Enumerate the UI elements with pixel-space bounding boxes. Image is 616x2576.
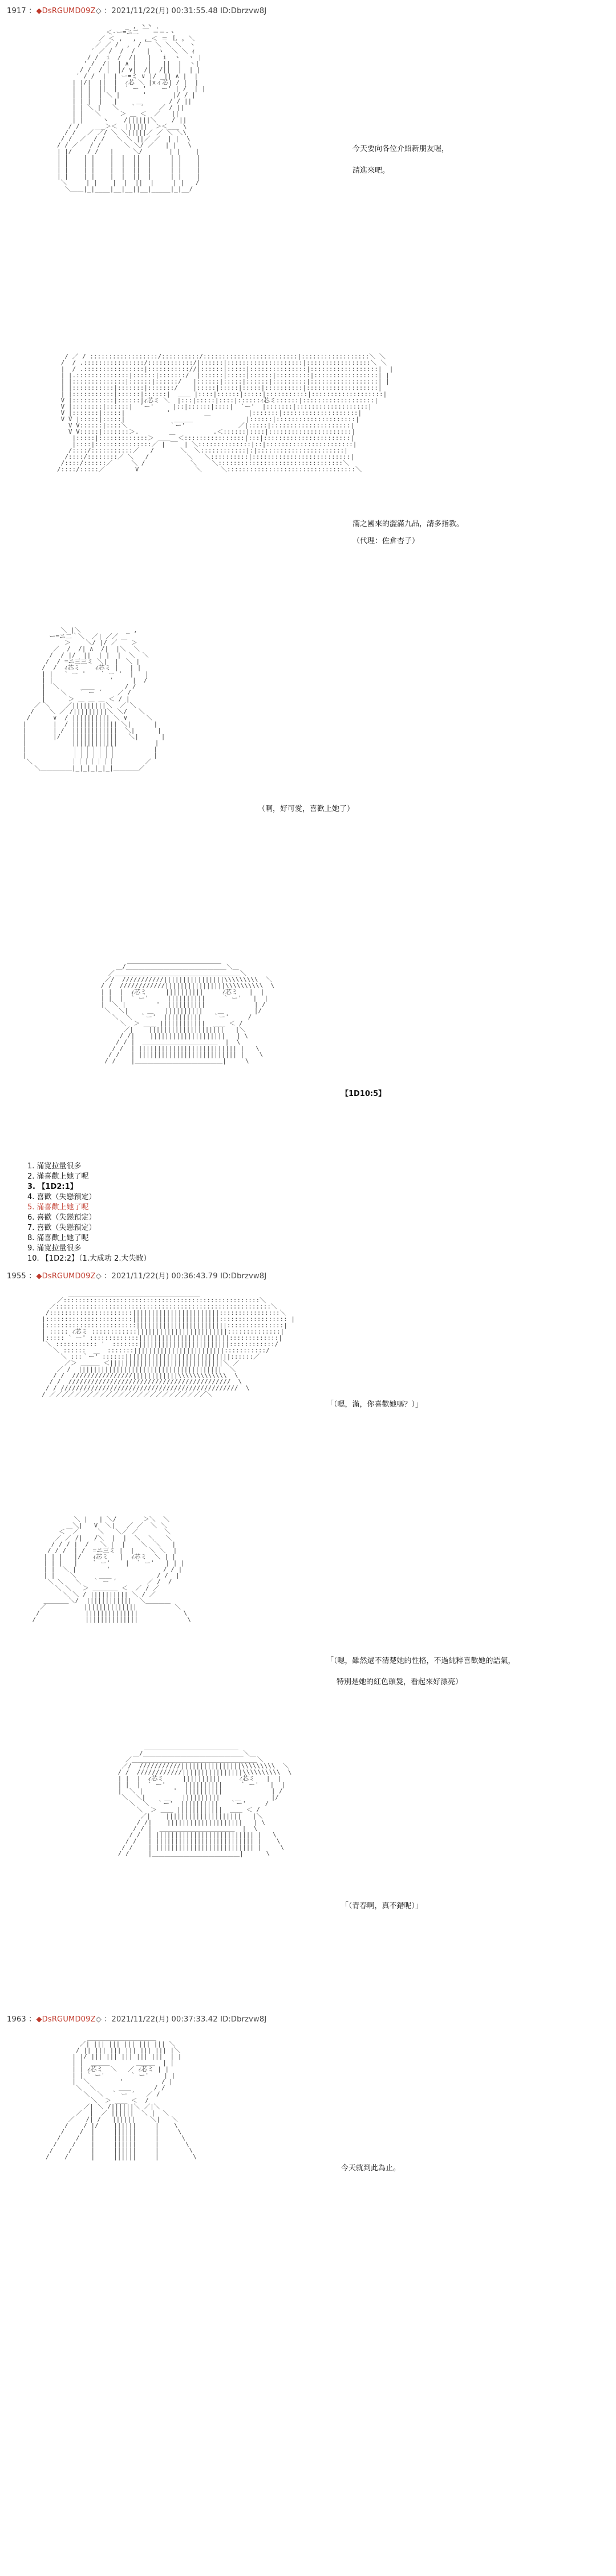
choice-item: 8. 滿喜歡上她了呢	[27, 1234, 89, 1242]
ascii-art-teacher: _ , 丶丶 ､ ＜‐ー=ニ二 ￣ ＝＝-ヽ ／ ＜ , , , ＜ ＝ Ｌ ｡ ＼ ／ ／ / , / ￣ ＼ ＼ ＼ ヽ ′ ／ / / / | ヽ ＼ ＼ ｨ / / i / /| | i ヽ ヽ | ' / /| | ∧ | | || | ヽ| / / / | |/ ∨| /| /|| | | | ′ / / | | ー=ミ ∨ |/ _|| ∧ | | | |/| || | ｨ芯 ＼ |xィ芯| / | | | | | || | ` ー ' ー' | / | | | | | | ＼ | ' |/ / | | | | | | ＿ / / || | | ＼ | ＼ ｀ ´ ／ / || | | ＼ ＞ ＿ ＜ ／ || | | ヽ /||||||＼ / || / / ＿_＞＜ |||||| ＞＜___ \ / / ／ ／/ ＼ ＼|||||／ ／ ＼ ＼\ / / ／ / / ＼ ＼ ||／ ／ | | \ / / ／ / / ＼ ＼/ ／ | | \ | |/ / / | ＼/ | | | | | | | | | || | | | | | | | | | | || | | | | | | | | | | || | | | | | | | | | | || | | | | ＼ | | | | || | | | / ＼＿＿|_|____|__|__||__|_____|_|__/	[57, 22, 206, 193]
choice-item: 4. 喜歡（失戀預定）	[27, 1193, 96, 1201]
post-date: 2021/11/22(月) 00:36:43.79 ID:Dbrzvw8J	[111, 1272, 267, 1281]
post-header-1: 1917 ：◆DsRGUMD09Z◇ ：2021/11/22(月) 00:31:55.48 ID:Dbrzvw8J	[7, 7, 267, 15]
ascii-art-girl-side: ＿＿＿＿＿＿＿＿＿＿＿＿＿＿＿＿＿＿＿＿＿ ／::::::::::::::::::::::::::::::::::::::::::::::::::::＼ ／:::::::::::::::::::::::::::::::::::::::::::::::::::::::::＼ /::::::::::::::::::::::|||||||||||||||||||||||::::::::::::::::＼ |:::::::::::::::::::::::|||||||||||||||||||||||:::::::::::::::::: | |::::::::::::::::::::::::||||||||||||||||||||||||:::::::::::::::| | ::::: ｨ芯ミ ::::::::::::||||||||||||||||||||||||::::::::::::::| |::::: ` ー' :::::::::::::||||||||||||||||||||||||:::::::::::::| ＼ ::::::::::: ' :::::::||||||||||||||||||||||||::::::::::::/ ＼ :::::: ＿ :::::::||||||||||||||||||||||||:::::::::::/ ＼ :::｀ー' ::::::||||||||||||||||||||||||||||::::::／ ／＞ ＿＿＿ ＜||||||||||||||||||||||||||||||＼ ／ ／ / |||||||||||||||||||||||||||||||||||||| ＼ / / ////////////////||||||||||||\\\\\\\\\\\\\ \ / / /////////////////////////////////////////// \ / / /////////////////////////////////////////////// \ / ／／／／／／／／／／／／／／／／／／／／／／／／／＼	[42, 1290, 295, 1398]
ascii-art-girl-front: / ／ / ::::::::::::::::::/::::::::::/:::::::::::::::::::::::::|::::::::::::::::::＼ ＼ / / .::::::::::::::::/::::::::::::/|::::::|::::::::::::::::::::|:::::::::::::::::＼ ＼ | / .::::::::::::::::|::::::::::://|::::::|:::::|:::::::::::::::|::::::::::::::::::| | | |.::::::::::::::|::::::|:::::::/ |::::::|:::::|::::::|:::::::::|:::::::::::::::::| | | |::::::::::::::|::::::|::::::/ |::::::|:::::|::::::|:::::::::|::::::::::::::::::| | | |:::::::::::|:::::::|:::::::/ |:::::|:::::|:::::|::::::::::|:::::::::::::::::::| | |:::::::::::|::::::|::::::| ＿＿ |::::|::::::|:::::|:::::::::::|:::::::::::::::::::| V |:::::::::::|::::::|ｨ芯ミ ＼ |:::|:::::|::::|::::::ｨ芯ミ::::::|:::::::::::::::::::| V |::::::::|::::::| `ー' |::|::::::|::::| `ー' |:::::::|:::::::::::::::::::| V |:::::::|:::::| ' ＿ |:::::::|::::::::::::::::::::| V V |:::::|:::::| ＿＿＿ |::::::|:::::::::::::::::::::| V V::::::|::::＼ ｀ー' ／|:::::|:::::::::::::::::::::| V V:::::|:::::::＞. ＿ .＜::::::|::::|::::::::::::::::::::::| |:::::|:::::::::::::＞ ＿＿__＜::::::::::::::::|:::|:::::::::::::::::::::::| |::::|:::::::::::::::／ | | ＼::::::::::::::|::|:::::::::::::::::::::::| /::::/:::::::::::／ / ＼ ＼::::::::::::|:|:::::::::::::::::::::::| /::::/::::::::／ ＼ / ＼ ＼::::::::::|::::::::::::::::::::::::::| /::::/::::::／ ＼ / ＼ ＼:::::::::::::::::::::::::::::::::＼ /::::/:::::／ V ＼ ＼::::::::::::::::::::::::::::::::::＼	[57, 353, 394, 473]
speech-line: 「（青春啊，真不錯呢）」	[341, 1902, 423, 1910]
ascii-art-boy: ＼ |＼ _ , ー=ニ二｀＼ ／| ／／ ＞ ＼/ |/ ／ ￣ ＞ ／ / /| ∧ /| |＼ ＼ / / |/ || | | | ＼ ＼ / / =ニ三三ミ ＼| | ＼ | / / ｨ芯ミ ｨ芯ミ | | | | | ` ー ' ` ー ' | | | | ' | / | ＼ ＿＿ / / | ＼ ｀ ー ´ ／ / | ＞ ＿ ＿ ＿ ＜ / | ／ ＼ ／|||||||||＼ ／ ＼ / ＼ ／ /|||||||||＼ ＼/ ＼ / ∨ / |||||||||| ＼ ∨ ＼ | | / |||||||||||| ＼| | | | / |||||||||||| ＼| | | |/ |||||||||||| ＼| | | |||||||||||| | | ｜｜｜｜｜｜｜ | | ｜｜｜｜｜｜｜ | ＼ ｜｜｜｜｜｜｜ ／ ＼＿＿＿＿＿|_|_|_|_|_|＿＿＿＿／	[23, 626, 165, 772]
ascii-art-girl-hat-2: ＿＿＿＿＿＿＿＿＿＿＿＿＿＿＿ ＿/＿＿＿＿＿＿＿＿＿＿＿＿＿＿＿＿＼＿ ／＿＿＿＿＿＿＿＿＿＿＿＿＿＿＿＿＿＿＿＿＼ ／/ ///////////||||||||||||||||\\\\\\\\\ ＼ / / ////////////||||||||||||||||\\\\\\\\\\ \ | | | ｨ芯ミ |||||||||| ｨ芯ミ | | | | | ` ー' |||||||||| ` ー' | | | ＼ | ' |||||||||| | / ＼ ＼| ＿ |||||||||| ＿ |/ ＼ ＼ ｀ー' |||||||||| ｀ー' / ＼ ＞ ＿＿ |||||||||||| ＿＿ ＜ / ／| |||||||||||||||||||| |＼ / /| |||||||||||||||||||| | \ / / | ＿＿＿＿＿＿＿＿＿＿＿＿ | \ / / | |||||||||||||||||||||||||| | \ / / | |||||||||||||||||||||||||| | \ / / | |||||||||||||||||||||||||| | \ / / |＿＿＿＿＿＿＿＿＿＿＿＿＿＿| \	[117, 1743, 292, 1857]
speech-line: 「（嗯，滿，你喜歡她嗎？）」	[326, 1400, 423, 1409]
post-header-2: 1955 ：◆DsRGUMD09Z◇ ：2021/11/22(月) 00:36:43.79 ID:Dbrzvw8J	[7, 1272, 267, 1281]
choice-item: 3. 【1D2:1】	[27, 1183, 78, 1191]
speech-line: 「（嗯，雖然還不清楚她的性格，不過純粹喜歡她的語氣，	[326, 1657, 516, 1665]
poster-name: DsRGUMD09Z	[42, 1272, 96, 1281]
post-number: 1955	[7, 1272, 26, 1281]
speech-line: 今天要向各位介紹新朋友喔，	[352, 145, 449, 153]
speech-line: 今天就到此為止。	[341, 2164, 401, 2173]
poster-name: DsRGUMD09Z	[42, 7, 96, 15]
choice-item: 1. 滿寛拉量很多	[27, 1162, 82, 1171]
post-number: 1917	[7, 7, 26, 15]
trip-mark: ◆	[36, 1272, 42, 1281]
ascii-art-teacher-2: ＿＿＿＿＿＿＿＿＿＿＿ ／| ||| ||| ||| ||| ||| ＼ / || ||| ||| ||| ||| ||| |＼ | |/ ||| ||| ||| ||| ||| | | | | ＿＿＿ ＿＿＿ | | | | ｨ芯ミ ＼ ／ ｨ芯ミ | | | | ` ー' ` ー' | | | ＼ ' / | ＼ ＼ ＿＿ / / ＼ ＼ ｀ ー ´ ／ / ＼ ＞ ＿＿ ＜ / ／| ＼ /||||||＼ ／|＼ ／ | ／ |||||| ＼ | ＼ ／ /| / |||||| ＼| ＼ / / |/ |||||| | \ / / | |||||| | \ / / | |||||| | \ / / | |||||| | \ / / | |||||| | \ / / | |||||| | \	[46, 2034, 197, 2161]
ascii-art-boy-close: ＼ | | ＼/ ＞＼ ＼ ＿＼| V ＼| ／ ／ ＼ ＼ ＜ ／ ＼ ＼／ ／ ＼ ／ ／ /| /＼ | | ＼ ＼ ＼ / / / | / ＼ | | ＼ ＼ | / / / | / =ニ三ミ | | ＼ ＼ | | | | |/ ｨ芯ミ | ｨ芯ミ ＼ | | | | | | ` ー' | ` ー' | | | | | ＼ | ' / / | | | ＼ ＿＿ / / | ＼ ＼ ＼ ｀ ー ´ ／ / / ＼ ＼ ＞ ＿＿＿＿ ＜ ／ / ／ ＼ ＼ / |||||||||| ＼ / ／ ＿＿＿＿＼/ |||||||||||| ＼＿＿＿＿ ／ |||||||||||||| ＼ / |||||||||||||| \ / |||||||||||||| \	[32, 1515, 191, 1623]
choice-item: 6. 喜歡（失戀預定）	[27, 1213, 96, 1222]
speech-line: （代理：佐倉杏子）	[352, 537, 420, 545]
choice-item: 9. 滿寛拉量很多	[27, 1244, 82, 1253]
speech-line: 特別是她的紅色頭髮，看起來好漂亮）	[337, 1678, 463, 1686]
post-date: 2021/11/22(月) 00:31:55.48 ID:Dbrzvw8J	[111, 7, 267, 15]
trip-mark: ◆	[36, 7, 42, 15]
choice-item: 10. 【1D2:2】（1.大成功 2.大失敗）	[27, 1254, 151, 1263]
post-number: 1963	[7, 2015, 26, 2024]
speech-line: （啊，好可愛，喜歡上她了）	[258, 805, 355, 813]
ascii-art-girl-hat: ＿＿＿＿＿＿＿＿＿＿＿＿＿＿＿ ＿/＿＿＿＿＿＿＿＿＿＿＿＿＿＿＿＿＼＿ ／＿＿＿＿＿＿＿＿＿＿＿＿＿＿＿＿＿＿＿＿＼ ／/ ///////////||||||||||||||||\\\\\\\\\ ＼ / / ////////////||||||||||||||||\\\\\\\\\\ \ | | | ｨ芯ミ |||||||||| ｨ芯ミ | | | | | ` ー' |||||||||| ` ー' | | | ＼ | ' |||||||||| | / ＼ ＼| ＿ |||||||||| ＿ |/ ＼ ＼ ｀ー' |||||||||| ｀ー' / ＼ ＞ ＿＿ |||||||||||| ＿＿ ＜ / ／| |||||||||||||||||||| |＼ / /| |||||||||||||||||||| | \ / / | ＿＿＿＿＿＿＿＿＿＿＿＿ | \ / / | |||||||||||||||||||||||||| | \ / / | |||||||||||||||||||||||||| | \ / / |＿＿＿＿＿＿＿＿＿＿＿＿＿＿| \	[100, 957, 275, 1065]
post-date: 2021/11/22(月) 00:37:33.42 ID:Dbrzvw8J	[111, 2015, 267, 2024]
post-header-3: 1963 ：◆DsRGUMD09Z◇ ：2021/11/22(月) 00:37:33.42 ID:Dbrzvw8J	[7, 2015, 267, 2024]
choice-item: 2. 滿喜歡上她了呢	[27, 1172, 89, 1181]
dice-result: 【1D10:5】	[341, 1090, 386, 1098]
speech-line: 滿之國來的澀滿九品，請多指教。	[352, 520, 464, 528]
trip-mark: ◆	[36, 2015, 42, 2024]
choice-item: 7. 喜歡（失戀預定）	[27, 1224, 96, 1232]
poster-name: DsRGUMD09Z	[42, 2015, 96, 2024]
choice-list	[27, 1161, 151, 1264]
speech-line: 請進來吧。	[352, 166, 390, 175]
choice-item: 5. 滿喜歡上她了呢	[27, 1203, 89, 1212]
